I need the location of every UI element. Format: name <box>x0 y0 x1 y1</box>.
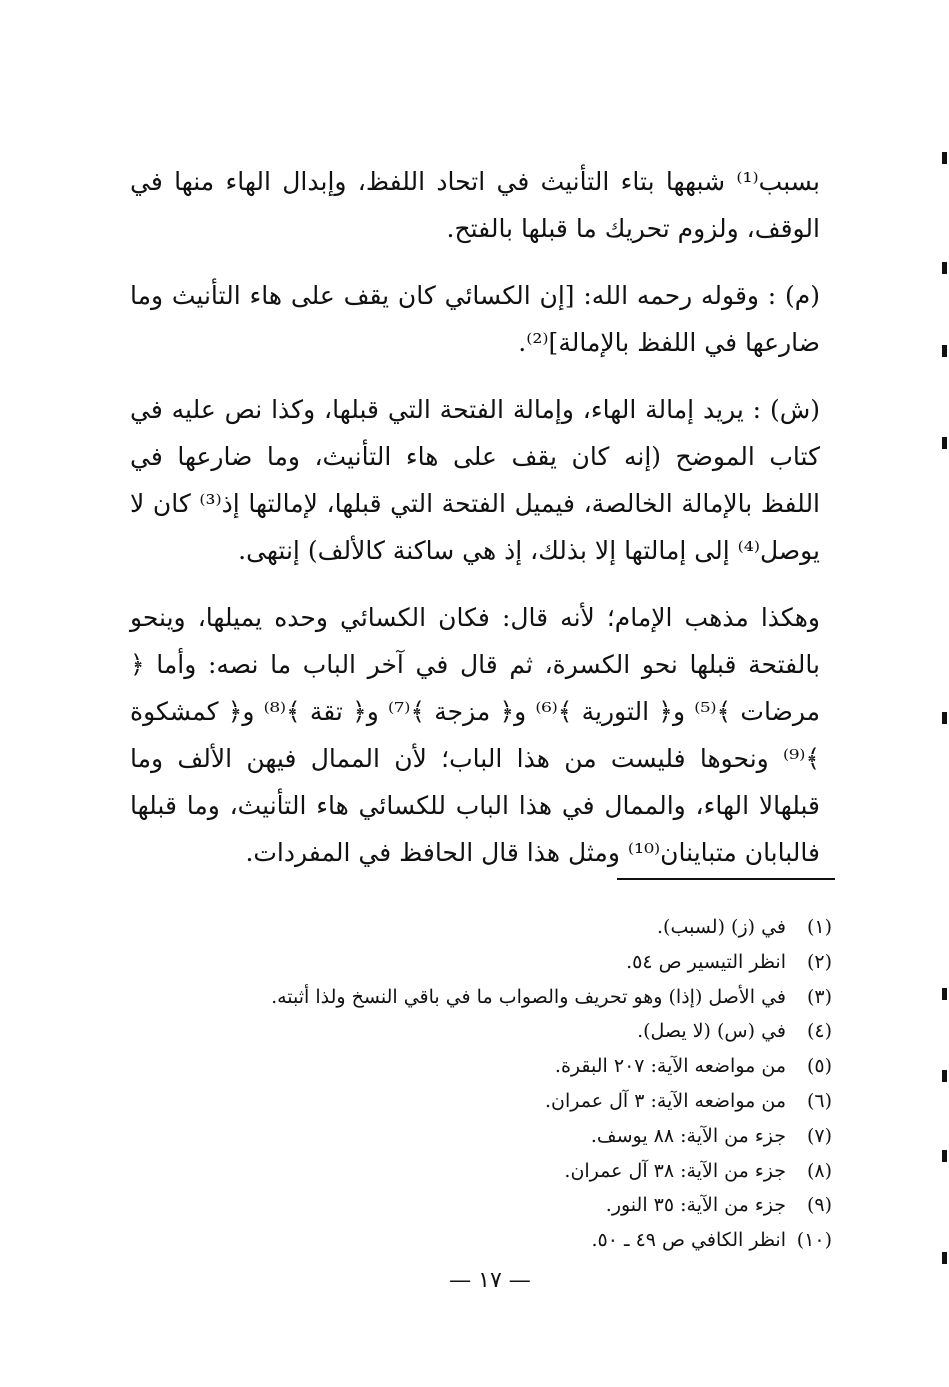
paragraph: (م) : وقوله رحمه الله: [إن الكسائي كان يقف على هاء التأنيث وما ضارعها في اللفظ بالإمالة]⁽²⁾. <box>130 281 820 357</box>
paragraph: بسبب⁽¹⁾ شبهها بتاء التأنيث في اتحاد اللفظ، وإبدال الهاء منها في الوقف، ولزوم تحريك ما قبلها بالفتح. <box>130 167 820 243</box>
footnote <box>180 1154 832 1189</box>
scan-edge-mark <box>942 345 947 357</box>
footnote <box>180 980 832 1015</box>
footnote-number: (٤) <box>806 1020 832 1043</box>
footnote <box>180 1223 832 1258</box>
footnote-text: جزء من الآية: ٣٥ النور. <box>605 1194 786 1217</box>
scan-edge-mark <box>942 988 947 1000</box>
footnote-text: في (ز) (لسبب). <box>657 916 786 938</box>
footnote-text: في الأصل (إذا) وهو تحريف والصواب ما في باقي النسخ ولذا أثبته. <box>271 985 786 1008</box>
scan-edge-mark <box>942 152 947 164</box>
footnote-number: (١٠) <box>796 1229 832 1252</box>
footnote-number: (٣) <box>806 985 832 1008</box>
footnote <box>180 1014 832 1049</box>
footnote-text: جزء من الآية: ٨٨ يوسف. <box>590 1124 786 1147</box>
footnote <box>180 1049 832 1084</box>
footnote <box>180 1119 832 1154</box>
footnote-text: انظر الكافي ص ٤٩ ـ ٥٠. <box>591 1229 786 1252</box>
scan-edge-mark <box>942 1150 947 1162</box>
footnote-text: من مواضعه الآية: ٢٠٧ البقرة. <box>554 1055 786 1078</box>
paragraph: وهكذا مذهب الإمام؛ لأنه قال: فكان الكسائي وحده يميلها، وينحو بالفتحة قبلها نحو الكسرة، ثم قال في آخر الباب ما نصه: وأما ﴿ مرضات ﴾⁽⁵⁾ و﴿ التورية ﴾⁽⁶⁾ و﴿ مزجة ﴾⁽⁷⁾ و﴿ تقة ﴾⁽⁸⁾ و﴿ كمشكوة ﴾⁽⁹⁾ ونحوها فليست من هذا الباب؛ لأن الممال فيهن الألف وما قبلهالا الهاء، والممال في هذا الباب للكسائي هاء التأنيث، وما قبلها فالبابان متباينان⁽¹⁰⁾ ومثل هذا قال الحافظ في المفردات. <box>130 603 820 867</box>
footnote-number: (٧) <box>806 1124 832 1147</box>
scan-edge-mark <box>942 437 947 449</box>
paragraph: (ش) : يريد إمالة الهاء، وإمالة الفتحة التي قبلها، وكذا نص عليه في كتاب الموضح (إنه كان يقف على هاء التأنيث، وما ضارعها في اللفظ بالإمالة الخالصة، فيميل الفتحة التي قبلها، لإمالتها إذ⁽³⁾ كان لا يوصل⁽⁴⁾ إلى إمالتها إلا بذلك، إذ هي ساكنة كالألف) إنتهى. <box>130 395 821 565</box>
footnote <box>180 945 832 980</box>
footnote-list <box>180 910 832 1258</box>
footnote-text: في (س) (لا يصل). <box>637 1020 786 1043</box>
footnote-text: انظر التيسير ص ٥٤. <box>626 950 786 973</box>
footnote <box>180 1188 832 1223</box>
footnote-number: (٦) <box>806 1089 832 1112</box>
scan-edge-mark <box>942 712 947 724</box>
footnote-text: من مواضعه الآية: ٣ آل عمران. <box>545 1089 786 1112</box>
scan-edge-mark <box>942 1252 947 1264</box>
main-text-body <box>130 158 820 896</box>
footnote <box>180 910 832 945</box>
scan-edge-mark <box>942 262 947 274</box>
page-number: — ١٧ — <box>449 1268 531 1293</box>
footnote <box>180 1084 832 1119</box>
footnote-divider <box>617 878 835 880</box>
footnote-number: (٢) <box>806 950 832 973</box>
footnote-number: (٨) <box>806 1159 832 1182</box>
footnote-text: جزء من الآية: ٣٨ آل عمران. <box>564 1159 786 1182</box>
footnote-number: (٥) <box>806 1055 832 1078</box>
scan-edge-mark <box>942 1070 947 1082</box>
footnote-number: (٩) <box>806 1194 832 1217</box>
footnote-number: (١) <box>806 916 832 938</box>
